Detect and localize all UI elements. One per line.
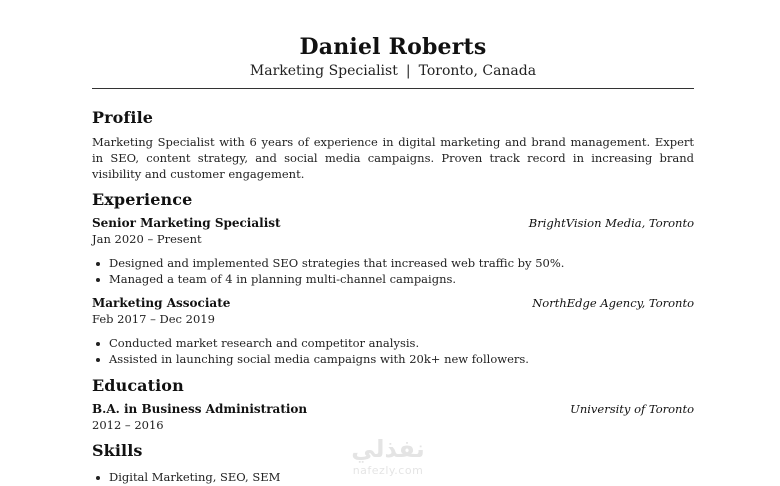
list-item: Managed a team of 4 in planning multi-channel campaigns. bbox=[92, 271, 694, 287]
profile-heading: Profile bbox=[92, 108, 154, 127]
job-company: NorthEdge Agency, Toronto bbox=[532, 296, 694, 310]
education-entry bbox=[92, 401, 694, 433]
list-item: Conducted market research and competitor analysis. bbox=[92, 335, 694, 351]
candidate-role: Marketing Specialist bbox=[249, 63, 398, 79]
list-item: Assisted in launching social media campaigns with 20k+ new followers. bbox=[92, 351, 694, 367]
header-divider bbox=[92, 88, 694, 89]
education-heading: Education bbox=[92, 376, 184, 395]
candidate-name: Daniel Roberts bbox=[299, 34, 487, 60]
education-header bbox=[92, 401, 694, 417]
list-item: Digital Marketing, SEO, SEM bbox=[92, 469, 694, 485]
profile-summary: Marketing Specialist with 6 years of experience in digital marketing and brand management. Expert in SEO, content strategy, and social media campaigns. Proven track record in increasing brand visibility and customer engagement. bbox=[92, 135, 694, 181]
candidate-subtitle bbox=[92, 61, 694, 81]
experience-heading: Experience bbox=[92, 190, 193, 209]
job-company: BrightVision Media, Toronto bbox=[528, 216, 694, 230]
watermark-url: nafezly.com bbox=[352, 464, 424, 477]
job-header bbox=[92, 215, 694, 231]
subtitle-separator: | bbox=[405, 63, 411, 79]
site-watermark bbox=[338, 434, 438, 484]
job-bullets bbox=[92, 335, 694, 367]
job-title: Marketing Associate bbox=[92, 296, 231, 310]
job-title: Senior Marketing Specialist bbox=[92, 216, 281, 230]
school-name: University of Toronto bbox=[570, 402, 694, 416]
watermark-logo-text: نفذلي bbox=[351, 435, 425, 463]
job-header bbox=[92, 295, 694, 311]
list-item: Designed and implemented SEO strategies that increased web traffic by 50%. bbox=[92, 255, 694, 271]
job-dates: Jan 2020 – Present bbox=[92, 232, 202, 246]
resume-header bbox=[92, 0, 694, 89]
degree-title: B.A. in Business Administration bbox=[92, 402, 308, 416]
skills-heading: Skills bbox=[92, 441, 143, 460]
education-dates: 2012 – 2016 bbox=[92, 418, 164, 432]
candidate-location: Toronto, Canada bbox=[418, 63, 537, 79]
job-dates: Feb 2017 – Dec 2019 bbox=[92, 312, 215, 326]
resume-page bbox=[92, 0, 694, 485]
job-entry bbox=[92, 295, 694, 367]
job-entry bbox=[92, 215, 694, 287]
job-bullets bbox=[92, 255, 694, 287]
